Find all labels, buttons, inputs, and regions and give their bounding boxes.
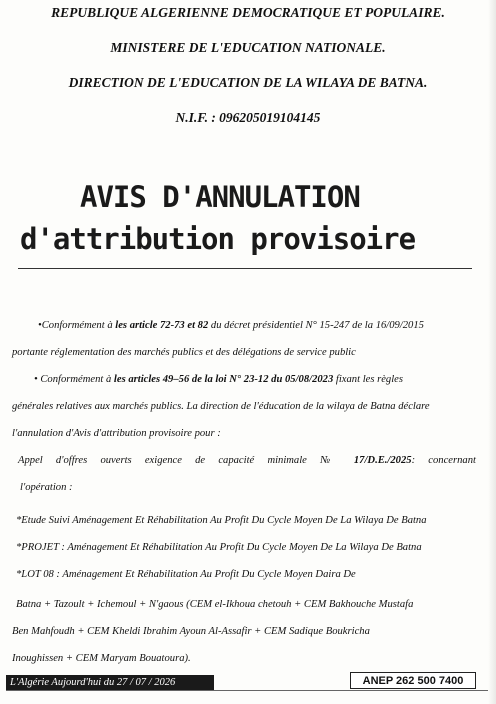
scan-edge-shadow <box>488 0 496 704</box>
operation-projet: *PROJET : Aménagement Et Réhabilitation Au Profit Du Cycle Moyen De La Wilaya De Batna <box>16 542 422 553</box>
header-republic: REPUBLIQUE ALGERIENNE DEMOCRATIQUE ET POPULAIRE. <box>51 5 445 20</box>
header-nif: N.I.F. : 096205019104145 <box>175 110 321 125</box>
para3-line1: Appel d'offres ouverts exigence de capacité minimale № 17/D.E./2025: concernant <box>18 455 476 466</box>
para2-line1: • Conformément à les articles 49–56 de la loi N° 23-12 du 05/08/2023 fixant les règles <box>34 374 403 385</box>
header-ministry: MINISTERE DE L'EDUCATION NATIONALE. <box>110 40 386 55</box>
newspaper-date: L'Algérie Aujourd'hui du 27 / 07 / 2026 <box>6 675 214 690</box>
header-direction: DIRECTION DE L'EDUCATION DE LA WILAYA DE BATNA. <box>68 75 428 90</box>
para1-line1: •Conformément à les article 72-73 et 82 du décret présidentiel N° 15-247 de la 16/09/2015 <box>38 320 424 331</box>
para1-line2: portante réglementation des marchés publics et des délégations de service public <box>12 347 356 358</box>
operation-lot08-line3: Ben Mahfoudh + CEM Kheldi Ibrahim Ayoun Al-Assafir + CEM Sadique Boukricha <box>12 626 370 637</box>
para3-line2: l'opération : <box>20 482 73 493</box>
operation-etude: *Etude Suivi Aménagement Et Réhabilitation Au Profit Du Cycle Moyen De La Wilaya De Batna <box>16 515 427 526</box>
operation-lot08-line2: Batna + Tazoult + Ichemoul + N'gaous (CEM el-Ikhoua chetouh + CEM Bakhouche Mustafa <box>16 599 414 610</box>
anep-reference: ANEP 262 500 7400 <box>350 672 476 689</box>
bottom-rule <box>6 690 490 691</box>
title-rule <box>18 268 472 269</box>
operation-lot08: *LOT 08 : Aménagement Et Réhabilitation Au Profit Du Cycle Moyen Daira De <box>16 569 356 580</box>
operation-lot08-line4: Inoughissen + CEM Maryam Bouatoura). <box>12 653 191 664</box>
para2-line3: l'annulation d'Avis d'attribution provisoire pour : <box>12 428 221 439</box>
title-line2: d'attribution provisoire <box>20 222 416 256</box>
para2-line2: générales relatives aux marchés publics. La direction de l'éducation de la wilaya de Batna déclare <box>12 401 430 412</box>
title-line1: AVIS D'ANNULATION <box>80 180 360 214</box>
